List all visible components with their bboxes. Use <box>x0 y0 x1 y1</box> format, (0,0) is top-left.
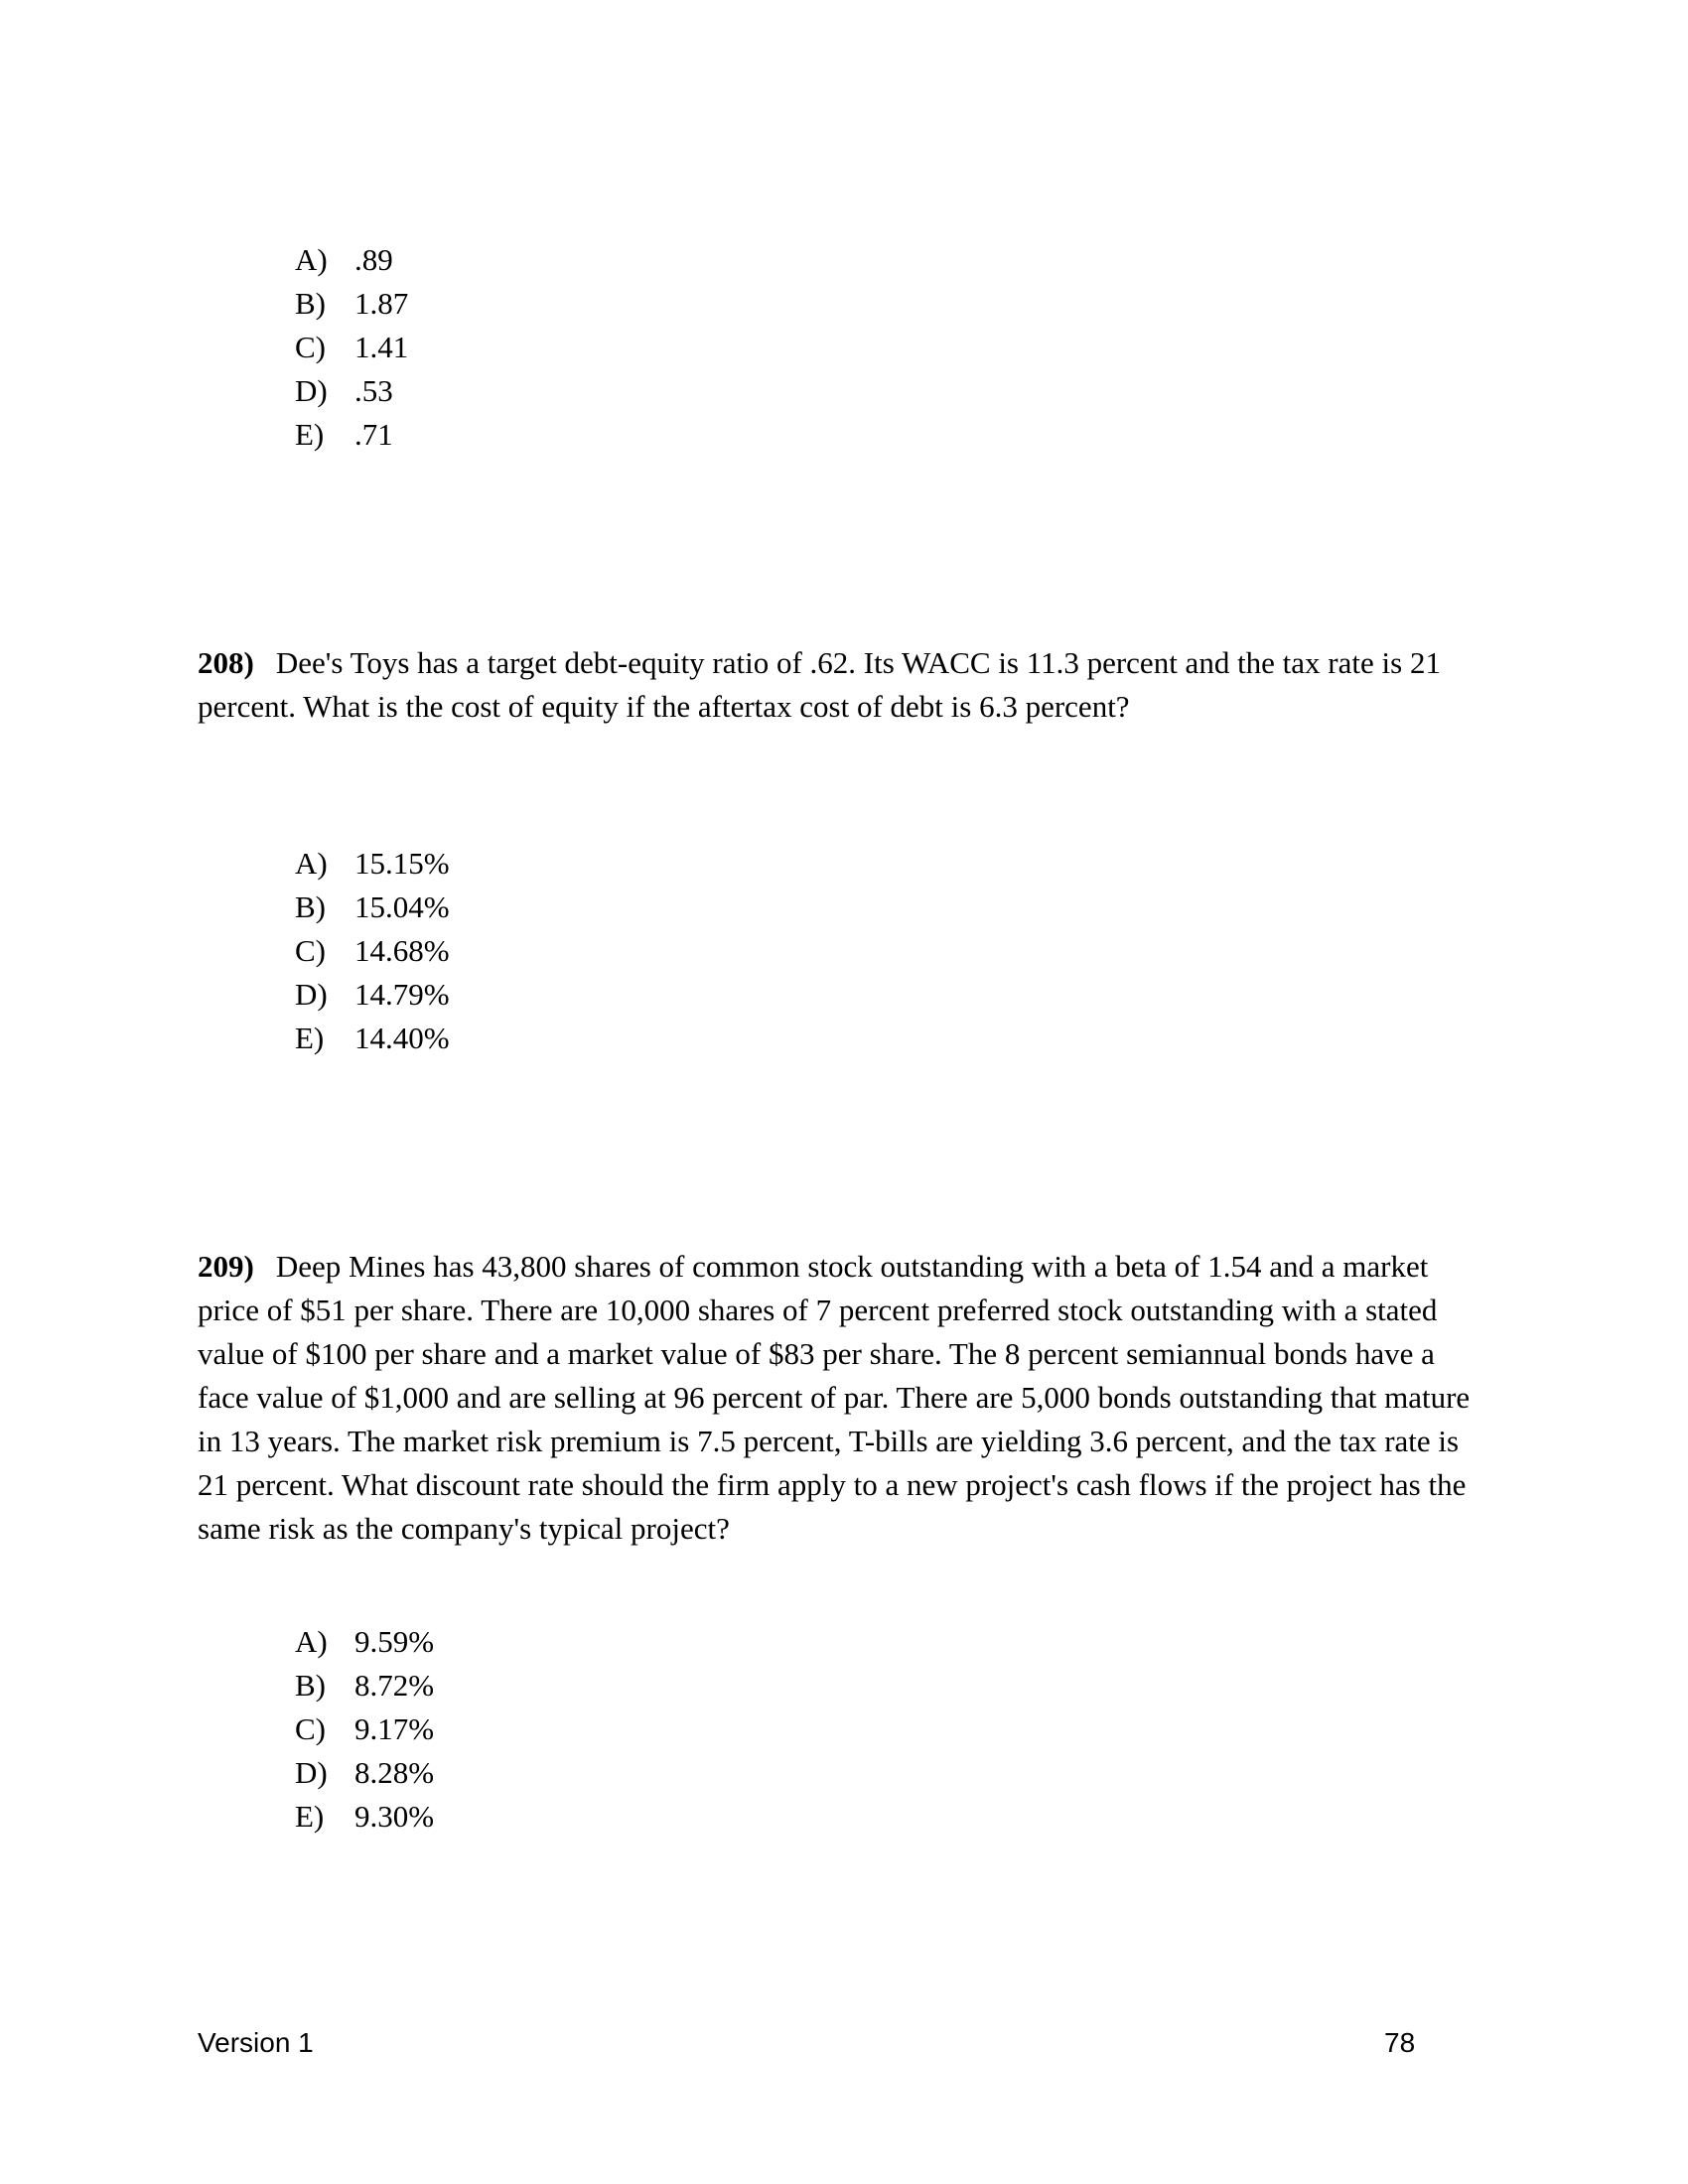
choice-c <box>295 1707 434 1751</box>
question-text: Deep Mines has 43,800 shares of common stock outstanding with a beta of 1.54 and a market price of $51 per share. There are 10,000 shares of 7 percent preferred stock outstanding with a stated value of $100 per share and a market value of $83 per share. The 8 percent semiannual bonds have a face value of $1,000 and are selling at 96 percent of par. There are 5,000 bonds outstanding that mature in 13 years. The market risk premium is 7.5 percent, T-bills are yielding 3.6 percent, and the tax rate is 21 percent. What discount rate should the firm apply to a new project's cash flows if the project has the same risk as the company's typical project? <box>198 1249 1471 1546</box>
choice-text: .53 <box>354 373 393 408</box>
choice-b <box>295 282 408 326</box>
choice-a <box>295 842 450 886</box>
choice-text: 15.15% <box>354 846 450 881</box>
choice-letter: E) <box>295 1799 325 1834</box>
choice-letter: A) <box>295 242 328 277</box>
choice-letter: E) <box>295 1021 325 1055</box>
choice-letter: D) <box>295 977 328 1012</box>
choice-letter: C) <box>295 1711 326 1746</box>
choice-text: .71 <box>354 417 393 452</box>
choice-e <box>295 413 408 457</box>
choice-d <box>295 1751 434 1795</box>
choice-text: 9.59% <box>354 1624 435 1659</box>
choice-letter: C) <box>295 330 326 364</box>
choice-letter: A) <box>295 846 328 881</box>
prev-question-choices <box>295 238 408 457</box>
question-209-choices <box>295 1620 434 1839</box>
choice-letter: B) <box>295 286 326 321</box>
choice-text: 14.68% <box>354 933 450 968</box>
choice-text: 14.79% <box>354 977 450 1012</box>
choice-letter: C) <box>295 933 326 968</box>
choice-e <box>295 1795 434 1839</box>
choice-d <box>295 369 408 413</box>
choice-text: 8.72% <box>354 1668 435 1703</box>
choice-text: 1.41 <box>354 330 409 364</box>
choice-text: .89 <box>354 242 393 277</box>
choice-b <box>295 886 450 929</box>
question-number: 209) <box>198 1249 254 1284</box>
choice-a <box>295 1620 434 1664</box>
choice-letter: E) <box>295 417 325 452</box>
question-number: 208) <box>198 645 254 680</box>
footer-page-number: 78 <box>1384 2027 1416 2058</box>
choice-c <box>295 326 408 369</box>
choice-text: 15.04% <box>354 889 450 924</box>
choice-text: 8.28% <box>354 1755 435 1790</box>
choice-c <box>295 929 450 973</box>
choice-letter: D) <box>295 373 328 408</box>
choice-text: 1.87 <box>354 286 409 321</box>
choice-d <box>295 973 450 1017</box>
choice-a <box>295 238 408 282</box>
footer-version: Version 1 <box>198 2027 314 2058</box>
choice-text: 14.40% <box>354 1021 450 1055</box>
choice-letter: D) <box>295 1755 328 1790</box>
choice-e <box>295 1017 450 1060</box>
choice-text: 9.30% <box>354 1799 435 1834</box>
choice-letter: B) <box>295 889 326 924</box>
choice-letter: A) <box>295 1624 328 1659</box>
question-208-choices <box>295 842 450 1060</box>
question-209 <box>198 1245 1488 1551</box>
choice-text: 9.17% <box>354 1711 435 1746</box>
question-text: Dee's Toys has a target debt-equity ratio of .62. Its WACC is 11.3 percent and the tax rate is 21 percent. What is the cost of equity if the aftertax cost of debt is 6.3 percent? <box>198 645 1441 724</box>
question-208 <box>198 641 1488 729</box>
choice-letter: B) <box>295 1668 326 1703</box>
choice-b <box>295 1664 434 1707</box>
